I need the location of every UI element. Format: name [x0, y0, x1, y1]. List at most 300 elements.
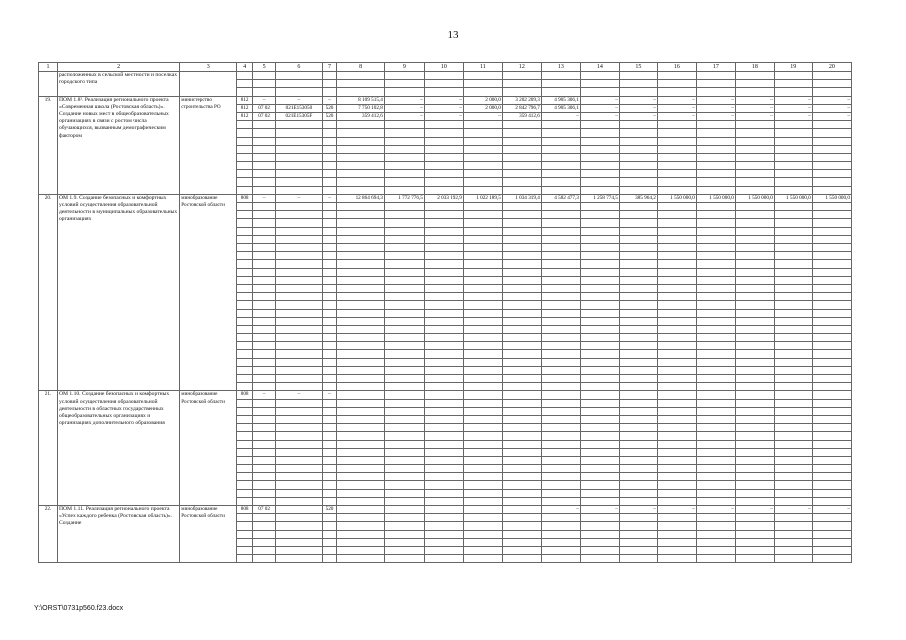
table-cell — [253, 334, 276, 342]
table-cell — [580, 252, 619, 260]
table-cell — [657, 203, 696, 211]
table-cell — [384, 424, 424, 432]
table-cell — [337, 391, 384, 399]
table-cell — [424, 325, 463, 333]
table-cell: – — [384, 96, 424, 104]
table-cell: 1 550 000,0 — [774, 194, 812, 202]
table-cell — [424, 276, 463, 284]
table-cell — [812, 153, 851, 161]
table-cell — [657, 301, 696, 309]
table-cell — [276, 415, 322, 423]
table-cell — [735, 252, 774, 260]
table-cell — [541, 497, 580, 505]
table-cell: 1 022 189,5 — [463, 194, 502, 202]
table-cell — [774, 186, 812, 194]
table-cell — [541, 129, 580, 137]
table-cell — [322, 186, 337, 194]
table-cell — [384, 170, 424, 178]
table-cell — [735, 211, 774, 219]
table-cell — [619, 424, 657, 432]
table-cell — [812, 121, 851, 129]
table-cell — [774, 383, 812, 391]
table-cell — [696, 473, 735, 481]
header-cell: 16 — [657, 63, 696, 72]
table-cell — [337, 489, 384, 497]
table-cell — [735, 350, 774, 358]
table-cell — [812, 301, 851, 309]
table-cell — [424, 162, 463, 170]
table-cell: 812 — [237, 112, 253, 120]
table-cell — [237, 121, 253, 129]
table-cell — [424, 375, 463, 383]
table-cell — [384, 162, 424, 170]
table-cell — [619, 415, 657, 423]
table-cell: – — [619, 104, 657, 112]
table-cell — [812, 555, 851, 563]
table-cell — [812, 334, 851, 342]
table-cell — [619, 227, 657, 235]
table-cell — [541, 293, 580, 301]
table-cell — [337, 211, 384, 219]
table-cell — [276, 244, 322, 252]
table-cell — [237, 465, 253, 473]
table-cell: 812 — [237, 104, 253, 112]
table-cell — [424, 260, 463, 268]
table-cell — [463, 276, 502, 284]
table-cell — [812, 244, 851, 252]
table-cell — [276, 375, 322, 383]
table-cell: – — [322, 96, 337, 104]
table-cell: 1 550 000,0 — [812, 194, 851, 202]
table-cell — [502, 514, 541, 522]
table-cell — [424, 489, 463, 497]
table-cell — [735, 399, 774, 407]
table-cell — [463, 260, 502, 268]
table-cell — [276, 153, 322, 161]
table-cell — [276, 293, 322, 301]
table-cell — [337, 473, 384, 481]
table-cell — [502, 227, 541, 235]
table-cell — [322, 80, 337, 88]
table-cell — [619, 546, 657, 554]
table-cell — [541, 440, 580, 448]
table-cell — [657, 276, 696, 284]
header-cell: 9 — [384, 63, 424, 72]
table-cell — [253, 465, 276, 473]
header-cell: 11 — [463, 63, 502, 72]
table-cell — [696, 407, 735, 415]
table-cell — [657, 456, 696, 464]
table-cell — [812, 186, 851, 194]
table-cell — [424, 235, 463, 243]
table-cell — [812, 546, 851, 554]
table-cell — [424, 334, 463, 342]
table-cell — [541, 88, 580, 96]
table-cell — [463, 350, 502, 358]
table-cell — [322, 178, 337, 186]
table-cell — [384, 211, 424, 219]
table-cell — [463, 293, 502, 301]
table-cell — [541, 309, 580, 317]
table-cell — [424, 227, 463, 235]
table-cell — [384, 252, 424, 260]
table-cell — [463, 383, 502, 391]
table-cell — [696, 481, 735, 489]
table-cell — [384, 497, 424, 505]
table-cell — [337, 546, 384, 554]
table-cell — [812, 293, 851, 301]
table-cell: 2 000,0 — [463, 96, 502, 104]
table-cell — [276, 555, 322, 563]
table-cell — [253, 219, 276, 227]
table-cell: – — [657, 506, 696, 514]
table-cell — [237, 162, 253, 170]
table-cell — [337, 514, 384, 522]
table-cell — [619, 80, 657, 88]
table-cell — [735, 481, 774, 489]
page-number: 13 — [447, 29, 459, 41]
table-cell — [502, 375, 541, 383]
table-cell — [619, 383, 657, 391]
table-cell — [502, 432, 541, 440]
table-cell — [735, 432, 774, 440]
table-cell — [337, 538, 384, 546]
table-cell — [541, 481, 580, 489]
table-cell — [541, 415, 580, 423]
table-cell — [774, 375, 812, 383]
table-cell — [384, 407, 424, 415]
table-cell — [502, 170, 541, 178]
table-cell: 1 550 000,0 — [657, 194, 696, 202]
table-cell — [276, 465, 322, 473]
table-cell — [580, 546, 619, 554]
table-cell: 07 02 — [253, 104, 276, 112]
table-cell — [735, 334, 774, 342]
table-cell — [463, 473, 502, 481]
table-cell — [337, 506, 384, 514]
table-cell — [276, 432, 322, 440]
table-cell — [237, 145, 253, 153]
table-cell — [384, 293, 424, 301]
table-cell: – — [253, 391, 276, 399]
table-cell — [276, 399, 322, 407]
table-cell — [337, 153, 384, 161]
table-cell — [696, 309, 735, 317]
table-cell — [812, 407, 851, 415]
table-cell — [657, 465, 696, 473]
table-cell — [580, 145, 619, 153]
table-cell — [237, 489, 253, 497]
table-cell — [463, 227, 502, 235]
table-cell — [735, 301, 774, 309]
table-cell: – — [774, 506, 812, 514]
table-cell — [619, 399, 657, 407]
table-cell — [580, 522, 619, 530]
table-cell — [424, 530, 463, 538]
table-cell — [812, 284, 851, 292]
table-cell — [237, 301, 253, 309]
table-cell — [735, 317, 774, 325]
table-cell — [237, 72, 253, 80]
table-cell — [253, 178, 276, 186]
table-cell — [541, 219, 580, 227]
table-cell — [463, 129, 502, 137]
table-cell — [337, 325, 384, 333]
table-cell — [580, 293, 619, 301]
table-cell — [322, 121, 337, 129]
table-cell — [463, 342, 502, 350]
table-cell — [502, 268, 541, 276]
table-cell — [812, 538, 851, 546]
table-cell — [322, 244, 337, 252]
table-cell — [384, 121, 424, 129]
table-cell — [237, 522, 253, 530]
table-cell — [463, 145, 502, 153]
table-cell — [541, 424, 580, 432]
table-cell — [322, 448, 337, 456]
table-cell — [463, 456, 502, 464]
table-cell — [424, 211, 463, 219]
table-cell — [424, 391, 463, 399]
table-cell — [735, 489, 774, 497]
table-cell — [696, 375, 735, 383]
table-cell — [619, 325, 657, 333]
table-cell — [541, 325, 580, 333]
table-cell — [580, 415, 619, 423]
table-cell — [580, 432, 619, 440]
table-cell — [463, 219, 502, 227]
table-cell — [657, 440, 696, 448]
table-cell — [384, 334, 424, 342]
table-cell — [237, 227, 253, 235]
table-cell — [276, 211, 322, 219]
table-cell — [322, 252, 337, 260]
table-cell — [384, 350, 424, 358]
table-cell — [619, 137, 657, 145]
table-cell — [237, 342, 253, 350]
table-cell — [735, 268, 774, 276]
table-cell — [657, 481, 696, 489]
table-cell — [253, 481, 276, 489]
table-cell — [774, 481, 812, 489]
header-cell: 17 — [696, 63, 735, 72]
table-cell — [424, 522, 463, 530]
table-cell — [253, 448, 276, 456]
table-cell — [424, 244, 463, 252]
table-cell — [424, 170, 463, 178]
table-cell — [696, 358, 735, 366]
table-cell: – — [812, 96, 851, 104]
table-cell — [696, 260, 735, 268]
table-cell — [541, 170, 580, 178]
table-cell — [812, 80, 851, 88]
table-cell — [657, 178, 696, 186]
table-cell — [337, 432, 384, 440]
table-cell — [735, 219, 774, 227]
table-cell — [580, 383, 619, 391]
table-cell — [237, 153, 253, 161]
table-cell — [735, 227, 774, 235]
table-cell — [237, 407, 253, 415]
table-cell — [463, 121, 502, 129]
table-cell — [502, 546, 541, 554]
table-cell — [463, 186, 502, 194]
table-cell — [735, 424, 774, 432]
table-cell — [774, 497, 812, 505]
table-cell: – — [580, 112, 619, 120]
table-cell — [337, 456, 384, 464]
table-cell: 1 258 774,5 — [580, 194, 619, 202]
table-cell — [463, 530, 502, 538]
table-cell — [322, 219, 337, 227]
table-cell — [463, 235, 502, 243]
table-cell — [322, 317, 337, 325]
table-cell — [502, 538, 541, 546]
table-cell — [580, 309, 619, 317]
table-cell — [322, 465, 337, 473]
table-cell — [276, 506, 322, 514]
table-cell — [541, 178, 580, 186]
measure-title: ПОМ 1.11. Реализация регионального проекта «Успех каждого ребенка (Ростовская область)». Создание — [57, 506, 179, 563]
table-cell — [322, 473, 337, 481]
table-cell — [657, 538, 696, 546]
table-cell — [580, 170, 619, 178]
table-cell — [253, 358, 276, 366]
table-cell — [276, 325, 322, 333]
table-cell — [696, 465, 735, 473]
header-cell: 5 — [253, 63, 276, 72]
table-cell — [541, 153, 580, 161]
table-cell — [424, 268, 463, 276]
table-cell — [384, 506, 424, 514]
table-cell — [237, 334, 253, 342]
table-cell: 4 582 477,3 — [541, 194, 580, 202]
table-cell — [424, 506, 463, 514]
table-cell — [424, 137, 463, 145]
table-cell — [541, 72, 580, 80]
table-cell — [541, 473, 580, 481]
header-cell: 14 — [580, 63, 619, 72]
table-cell — [580, 186, 619, 194]
table-cell — [696, 456, 735, 464]
table-cell: 021Е15305F — [276, 112, 322, 120]
table-cell — [502, 366, 541, 374]
table-cell — [657, 530, 696, 538]
responsible-executor: министерство строительства РО — [180, 96, 237, 194]
table-cell — [384, 375, 424, 383]
table-cell — [337, 375, 384, 383]
table-cell — [322, 276, 337, 284]
table-cell — [774, 219, 812, 227]
measure-title: ОМ 1.9. Создание безопасных и комфортных условий осуществления образовательной деятельности в муниципальных образовательных организациях — [57, 194, 179, 391]
table-cell — [237, 555, 253, 563]
table-cell — [253, 530, 276, 538]
table-cell — [580, 514, 619, 522]
table-cell — [502, 391, 541, 399]
table-cell — [774, 514, 812, 522]
table-cell — [619, 121, 657, 129]
table-cell — [812, 252, 851, 260]
table-cell — [463, 366, 502, 374]
table-cell: – — [774, 104, 812, 112]
table-cell — [657, 424, 696, 432]
table-cell — [580, 530, 619, 538]
table-cell — [322, 334, 337, 342]
table-cell: 520 — [322, 112, 337, 120]
table-cell — [657, 80, 696, 88]
table-cell — [276, 317, 322, 325]
table-cell: – — [735, 96, 774, 104]
table-cell — [580, 448, 619, 456]
table-cell — [619, 72, 657, 80]
table-cell — [384, 481, 424, 489]
table-cell — [502, 301, 541, 309]
table-cell — [735, 203, 774, 211]
table-cell — [502, 178, 541, 186]
table-cell: – — [276, 194, 322, 202]
table-cell — [657, 137, 696, 145]
table-cell — [541, 203, 580, 211]
table-cell — [541, 358, 580, 366]
table-cell — [237, 260, 253, 268]
table-cell — [774, 284, 812, 292]
table-cell — [253, 88, 276, 96]
table-cell — [276, 407, 322, 415]
table-cell — [812, 358, 851, 366]
table-cell: 808 — [237, 194, 253, 202]
table-cell — [384, 383, 424, 391]
table-cell — [463, 301, 502, 309]
table-cell — [322, 522, 337, 530]
table-cell — [812, 268, 851, 276]
table-cell — [322, 546, 337, 554]
table-cell — [657, 268, 696, 276]
table-cell — [812, 211, 851, 219]
table-cell — [774, 301, 812, 309]
table-cell — [812, 448, 851, 456]
table-cell — [812, 465, 851, 473]
table-cell — [735, 383, 774, 391]
table-cell — [774, 546, 812, 554]
table-cell — [253, 72, 276, 80]
table-cell — [502, 448, 541, 456]
table-cell — [774, 555, 812, 563]
table-cell — [657, 473, 696, 481]
table-cell — [322, 309, 337, 317]
table-cell — [502, 72, 541, 80]
table-cell — [424, 293, 463, 301]
table-cell — [774, 276, 812, 284]
table-cell — [384, 358, 424, 366]
table-cell — [502, 530, 541, 538]
row-number — [39, 72, 58, 97]
table-cell — [657, 211, 696, 219]
table-cell — [237, 440, 253, 448]
table-cell — [696, 440, 735, 448]
table-cell — [276, 489, 322, 497]
table-cell — [735, 153, 774, 161]
table-cell — [619, 366, 657, 374]
table-cell — [696, 530, 735, 538]
table-cell — [237, 129, 253, 137]
table-cell — [322, 301, 337, 309]
table-cell — [253, 268, 276, 276]
table-cell — [812, 260, 851, 268]
table-cell — [619, 350, 657, 358]
table-cell — [502, 129, 541, 137]
table-cell — [812, 325, 851, 333]
table-cell — [696, 186, 735, 194]
